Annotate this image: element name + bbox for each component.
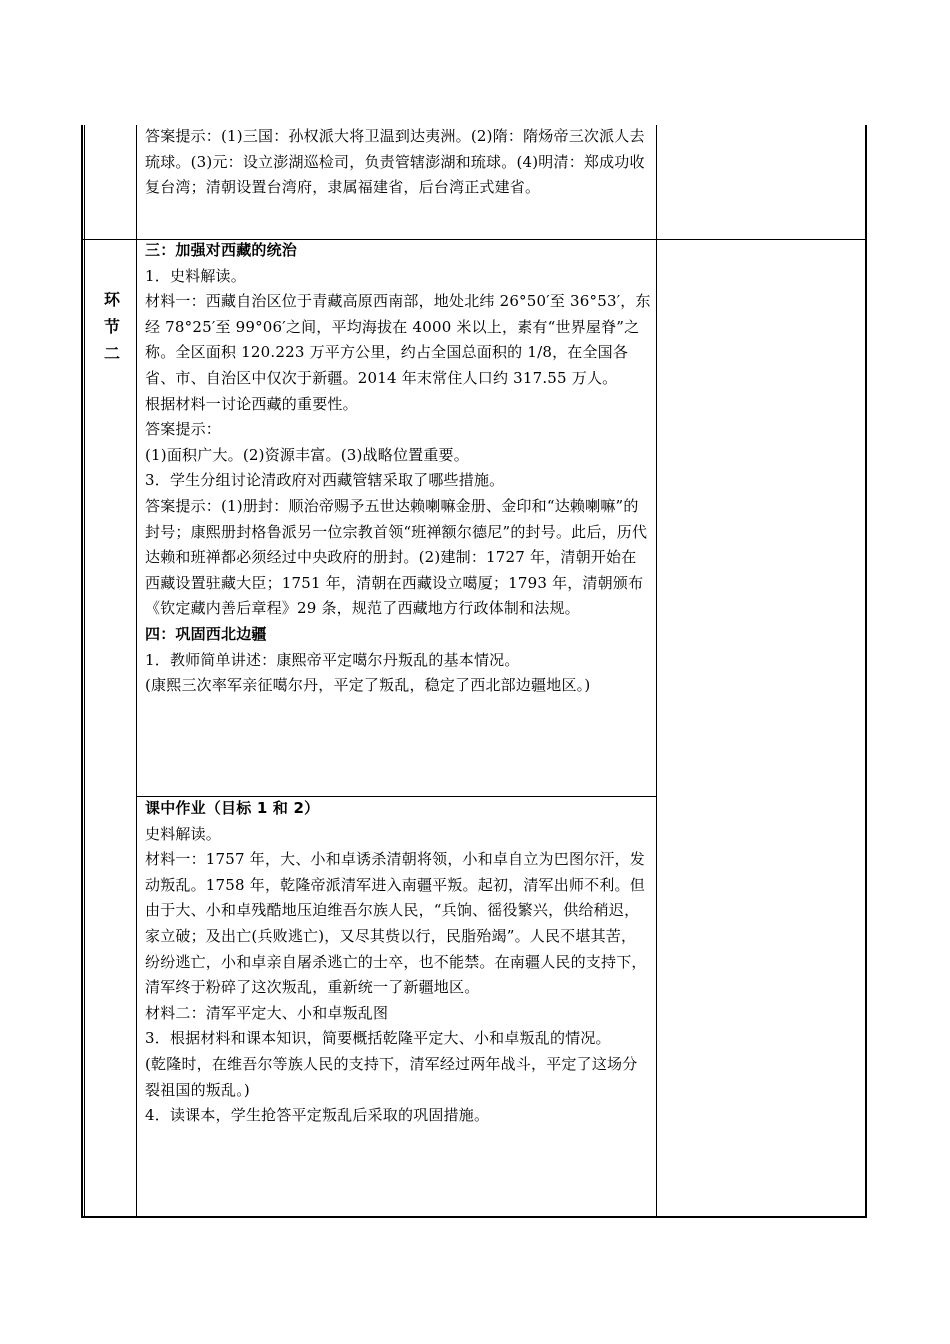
item-4-1: 1．教师简单讲述：康熙帝平定噶尔丹叛乱的基本情况。 — [145, 650, 520, 669]
answer-hint-taiwan: 答案提示：(1)三国：孙权派大将卫温到达夷洲。(2)隋：隋炀帝三次派人去琉球。(3)元：设立澎湖巡检司，负责管辖澎湖和琉球。(4)明清：郑成功收复台湾；清朝设置台湾府，隶属福建省，后台湾正式建省。 — [145, 127, 645, 197]
item-3: 3．学生分组讨论清政府对西藏管辖采取了哪些措施。 — [145, 471, 505, 490]
stage-label — [92, 286, 132, 367]
material-two: 材料二：清军平定大、小和卓叛乱图 — [145, 1003, 389, 1022]
question-4: 4．读课本，学生抢答平定叛乱后采取的巩固措施。 — [145, 1106, 490, 1125]
answer-3-note: (乾隆时，在维吾尔等族人民的支持下，清军经过两年战斗，平定了这场分裂祖国的叛乱。) — [145, 1054, 638, 1099]
table-divider-2 — [656, 125, 657, 1218]
question-3: 3．根据材料和课本知识，简要概括乾隆平定大、小和卓叛乱的情况。 — [145, 1029, 611, 1048]
item-1: 1．史料解读。 — [145, 266, 246, 285]
table-border-right — [865, 125, 867, 1218]
table-border-left — [81, 125, 83, 1218]
table-divider-1 — [136, 125, 137, 1218]
answer-1: (1)面积广大。(2)资源丰富。(3)战略位置重要。 — [145, 445, 469, 464]
classwork-heading: 课中作业（目标 1 和 2） — [145, 799, 320, 817]
classwork-sub: 史料解读。 — [145, 824, 222, 843]
answer-label: 答案提示： — [145, 420, 222, 439]
section-heading-tibet: 三：加强对西藏的统治 — [145, 241, 298, 259]
material-one-tibet: 材料一：西藏自治区位于青藏高原西南部，地处北纬 26°50′至 36°53′，东经 78°25′至 99°06′之间，平均海拔在 4000 米以上，素有“世界屋脊”之称。全区面积 120.223 万平方公里，约占全国总面积的 1/8，在全国各省、市、自治区中仅次于新疆。2014 年末常住人口约 317.55 万人。 — [145, 292, 651, 387]
item-4-note: (康熙三次率军亲征噶尔丹，平定了叛乱，稳定了西北部边疆地区。) — [145, 676, 591, 695]
section1-cell — [145, 124, 651, 201]
stage-label-char: 节 — [103, 317, 120, 336]
stage-label-char: 环 — [103, 290, 120, 309]
material-one-xinjiang: 材料一：1757 年，大、小和卓诱杀清朝将领，小和卓自立为巴图尔汗，发动叛乱。1758 年，乾隆帝派清军进入南疆平叛。起初，清军出师不利。但由于大、小和卓残酷地压迫维吾尔族人民，“兵饷、徭役繁兴，供给稍迟，家立破；及出亡(兵败逃亡)，又尽其赀以行，民脂殆竭”。人民不堪其苦，纷纷逃亡，小和卓亲自屠杀逃亡的士卒，也不能禁。在南疆人民的支持下，清军终于粉碎了这次叛乱，重新统一了新疆地区。 — [145, 850, 647, 997]
section3-cell — [145, 796, 651, 1129]
question-1: 根据材料一讨论西藏的重要性。 — [145, 394, 358, 413]
table-border-bottom — [81, 1216, 867, 1218]
section2-cell — [145, 238, 651, 699]
stage-label-char: 二 — [103, 344, 120, 363]
section-heading-northwest: 四：巩固西北边疆 — [145, 624, 267, 643]
table-border-left-inner — [84, 125, 85, 1218]
answer-3: 答案提示：(1)册封：顺治帝赐予五世达赖喇嘛金册、金印和“达赖喇嘛”的封号；康熙册封格鲁派另一位宗教首领“班禅额尔德尼”的封号。此后，历代达赖和班禅都必须经过中央政府的册封。(2)建制：1727 年，清朝开始在西藏设置驻藏大臣；1751 年，清朝在西藏设立噶厦；1793 年，清朝颁布《钦定藏内善后章程》29 条，规范了西藏地方行政体制和法规。 — [145, 496, 648, 618]
